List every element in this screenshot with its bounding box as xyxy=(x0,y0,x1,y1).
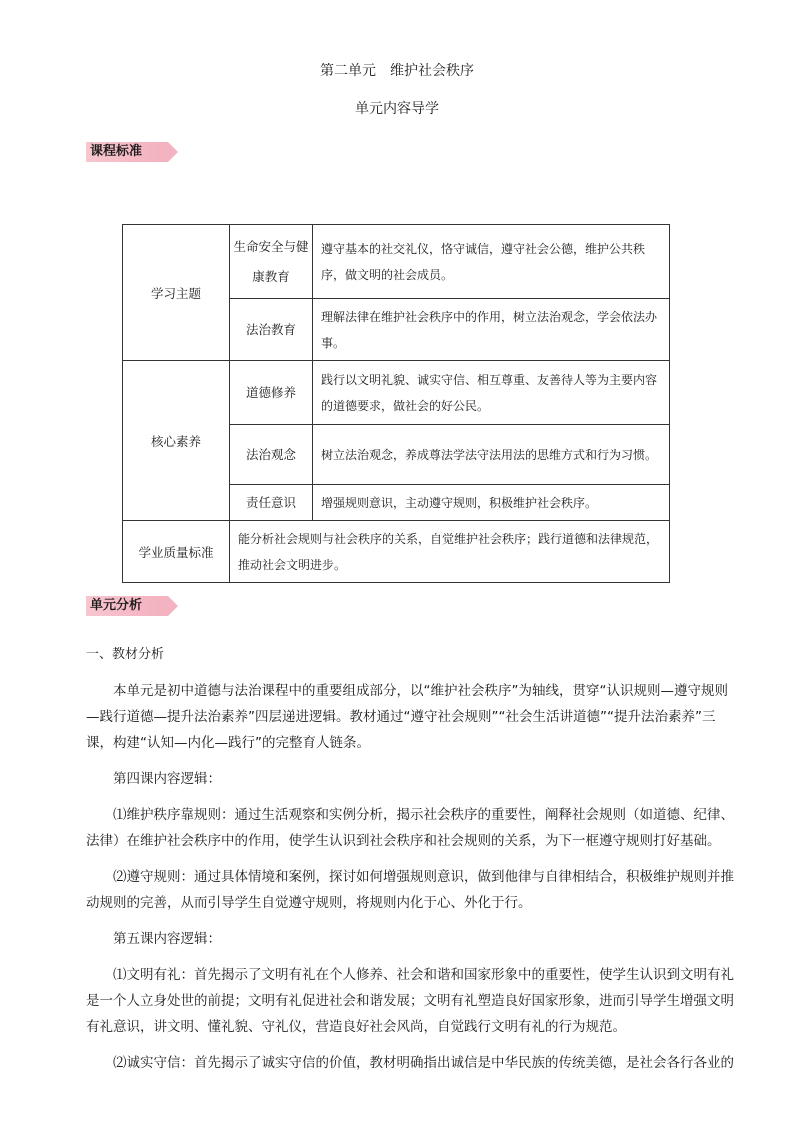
section-tag-unit-analysis: 单元分析 xyxy=(86,596,168,616)
heading-lesson5: 第五课内容逻辑： xyxy=(113,931,221,947)
paragraph-unit-overview: 本单元是初中道德与法治课程中的重要组成部分，以“维护社会秩序”为轴线，贯穿“认识规则—遵守规则—践行道德—提升法治素养”四层递进逻辑。教材通过“遵守社会规则”“社会生活讲道德”“提升法治素养”三课，构建“认知—内化—践行”的完整育人链条。 xyxy=(86,683,728,751)
row-text-quality-standard: 能分析社会规则与社会秩序的关系，自觉维护社会秩序；践行道德和法律规范，推动社会文明进步。 xyxy=(230,521,670,583)
paragraph-lesson4-1: ⑴维护秩序靠规则：通过生活观察和实例分析，揭示社会秩序的重要性，阐释社会规则（如道德、纪律、法律）在维护社会秩序中的作用，使学生认识到社会秩序和社会规则的关系，为下一框遵守规则打好基础。 xyxy=(86,807,734,849)
section-tag-curriculum-standard: 课程标准 xyxy=(86,142,168,162)
analysis-body xyxy=(86,678,738,1076)
paragraph-lesson5-2: ⑵诚实守信：首先揭示了诚实守信的价值，教材明确指出诚信是中华民族的传统美德，是社会各行各业的 xyxy=(113,1055,734,1071)
row-text-safety-health: 遵守基本的社交礼仪，恪守诚信，遵守社会公德，维护公共秩序，做文明的社会成员。 xyxy=(313,225,670,299)
unit-title: 第二单元 维护社会秩序 xyxy=(320,63,474,79)
row-text-responsibility: 增强规则意识，主动遵守规则，积极维护社会秩序。 xyxy=(313,485,670,521)
group-core-literacy: 核心素养 xyxy=(123,361,230,521)
heading-lesson4: 第四课内容逻辑： xyxy=(113,771,221,787)
row-text-moral-cultivation: 践行以文明礼貌、诚实守信、相互尊重、友善待人等为主要内容的道德要求，做社会的好公民。 xyxy=(313,361,670,425)
row-label-rule-of-law-concept: 法治观念 xyxy=(230,425,313,485)
row-text-rule-of-law-education: 理解法律在维护社会秩序中的作用，树立法治观念，学会依法办事。 xyxy=(313,299,670,361)
row-label-responsibility: 责任意识 xyxy=(230,485,313,521)
curriculum-standard-table xyxy=(122,224,670,583)
group-learning-theme: 学习主题 xyxy=(123,225,230,361)
paragraph-lesson5-1: ⑴文明有礼：首先揭示了文明有礼在个人修养、社会和谐和国家形象中的重要性，使学生认识到文明有礼是一个人立身处世的前提；文明有礼促进社会和谐发展；文明有礼塑造良好国家形象，进而引导学生增强文明有礼意识，讲文明、懂礼貌、守礼仪，营造良好社会风尚，自觉践行文明有礼的行为规范。 xyxy=(86,967,734,1035)
page-subtitle: 单元内容导学 xyxy=(355,101,439,117)
row-label-rule-of-law-education: 法治教育 xyxy=(230,299,313,361)
row-label-moral-cultivation: 道德修养 xyxy=(230,361,313,425)
row-text-rule-of-law-concept: 树立法治观念，养成尊法学法守法用法的思维方式和行为习惯。 xyxy=(313,425,670,485)
row-label-safety-health: 生命安全与健康教育 xyxy=(230,225,313,299)
heading-textbook-analysis: 一、教材分析 xyxy=(86,647,165,662)
paragraph-lesson4-2: ⑵遵守规则：通过具体情境和案例，探讨如何增强规则意识，做到他律与自律相结合，积极维护规则并推动规则的完善，从而引导学生自觉遵守规则，将规则内化于心、外化于行。 xyxy=(86,869,734,911)
group-quality-standard: 学业质量标准 xyxy=(123,521,230,583)
